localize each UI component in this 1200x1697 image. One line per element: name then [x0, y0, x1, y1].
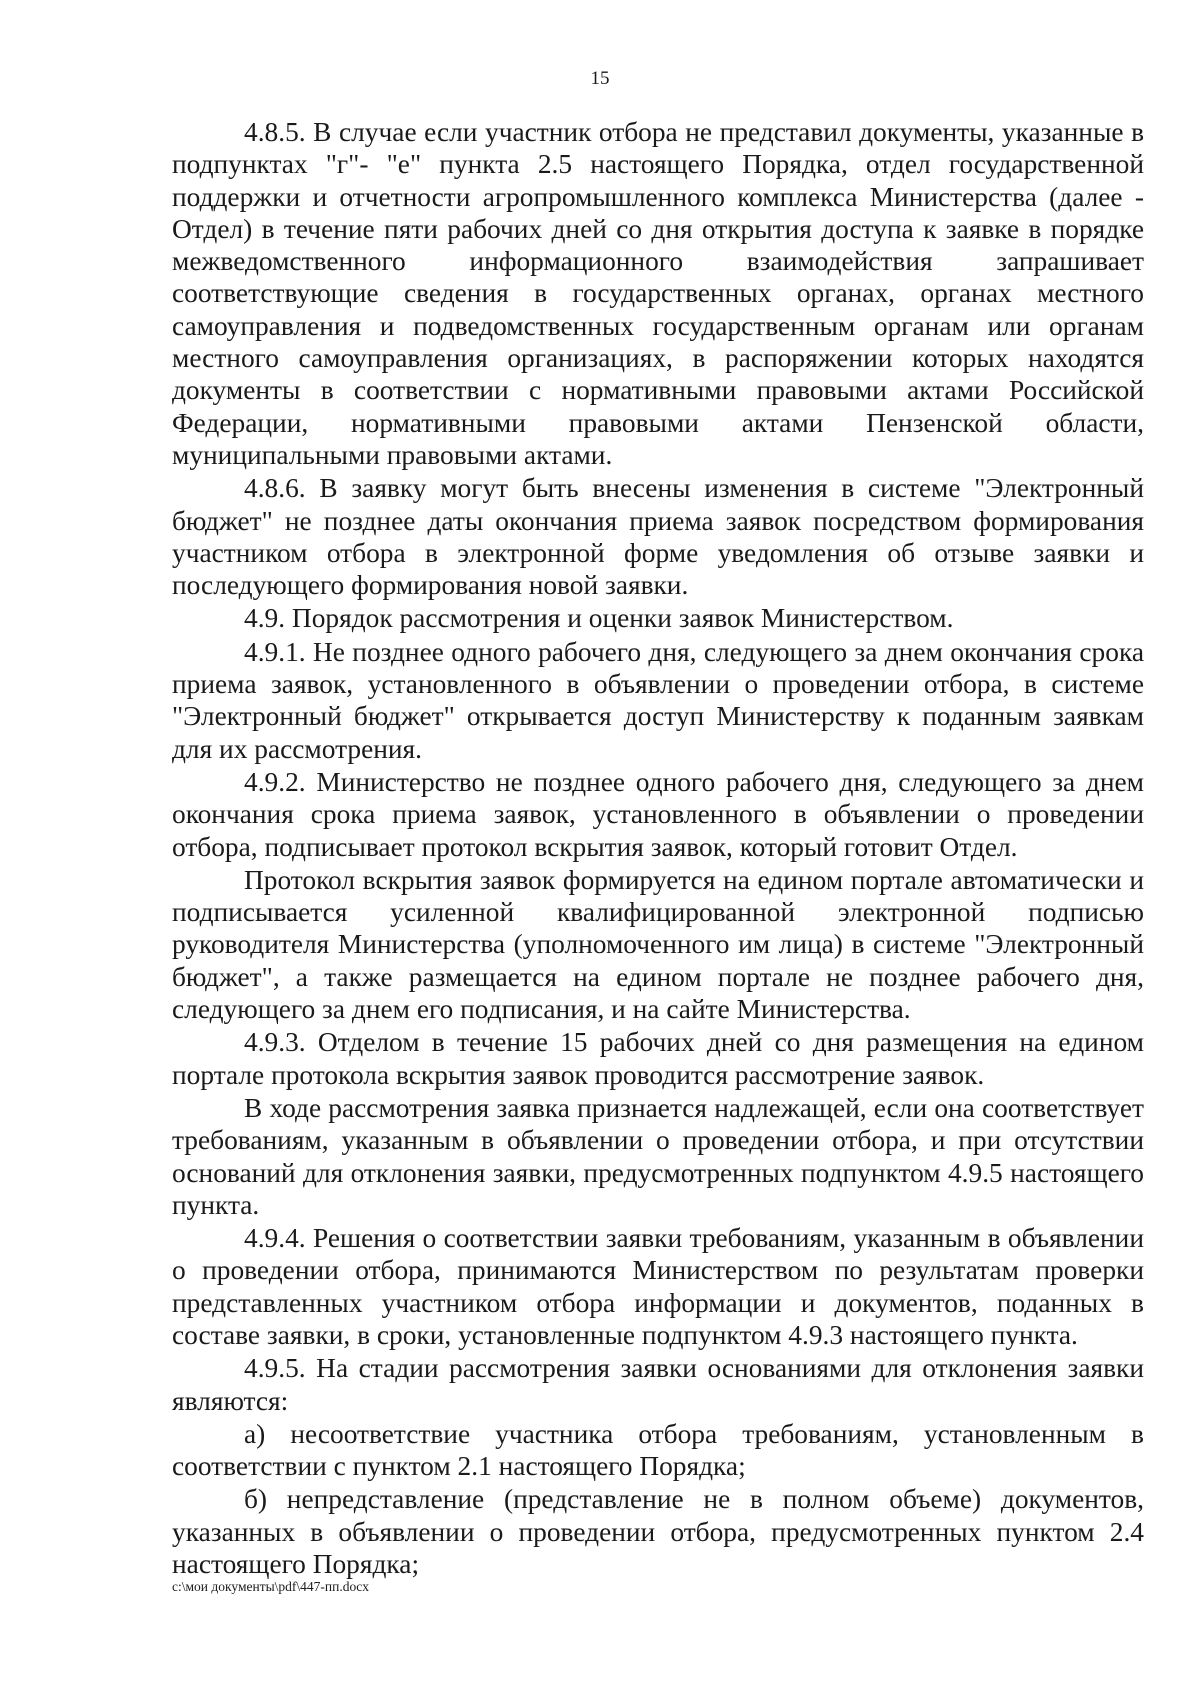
paragraph-review: В ходе рассмотрения заявка признается надлежащей, если она соответствует требованиям, указанным в объявлении о проведении отбора, и при отсутствии оснований для отклонения заявки, предусмотренных подпунктом 4.9.5 настоящего пункта.: [172, 1092, 1144, 1220]
paragraph-protocol: Протокол вскрытия заявок формируется на едином портале автоматически и подписывается усиленной квалифицированной электронной подписью руководителя Министерства (уполномоченного им лица) в системе "Электронный бюджет", а также размещается на едином портале не позднее рабочего дня, следующего за днем его подписания, и на сайте Министерства.: [172, 864, 1144, 1025]
paragraph-4-8-6: 4.8.6. В заявку могут быть внесены изменения в системе "Электронный бюджет" не позднее даты окончания приема заявок посредством формирования участником отбора в электронной форме уведомления об отзыве заявки и последующего формирования новой заявки.: [172, 473, 1144, 601]
footer-file-path: c:\мои документы\pdf\447-пп.docx: [172, 1579, 369, 1594]
document-body: [172, 116, 1144, 1580]
paragraph-4-9-5: 4.9.5. На стадии рассмотрения заявки основаниями для отклонения заявки являются:: [172, 1353, 1144, 1416]
paragraph-4-9-4: 4.9.4. Решения о соответствии заявки требованиям, указанным в объявлении о проведении отбора, принимаются Министерством по результатам проверки представленных участником отбора информации и документов, поданных в составе заявки, в сроки, установленные подпунктом 4.9.3 настоящего пункта.: [172, 1223, 1144, 1350]
paragraph-4-8-5: 4.8.5. В случае если участник отбора не представил документы, указанные в подпунктах "г"- "е" пункта 2.5 настоящего Порядка, отдел государственной поддержки и отчетности агропромышленного комплекса Министерства (далее - Отдел) в течение пяти рабочих дней со дня открытия доступа к заявке в порядке межведомственного информационного взаимодействия запрашивает соответствующие сведения в государственных органах, органах местного самоуправления и подведомственных государственным органам или органам местного самоуправления организациях, в распоряжении которых находятся документы в соответствии с нормативными правовыми актами Российской Федерации, нормативными правовыми актами Пензенской области, муниципальными правовыми актами.: [172, 117, 1144, 470]
paragraph-4-9-heading: 4.9. Порядок рассмотрения и оценки заявок Министерством.: [244, 603, 954, 634]
paragraph-4-9-3: 4.9.3. Отделом в течение 15 рабочих дней со дня размещения на едином портале протокола вскрытия заявок проводится рассмотрение заявок.: [172, 1027, 1144, 1090]
paragraph-4-9-2: 4.9.2. Министерство не позднее одного рабочего дня, следующего за днем окончания срока приема заявок, установленного в объявлении о проведении отбора, подписывает протокол вскрытия заявок, который готовит Отдел.: [172, 766, 1144, 862]
list-item-a: а) несоответствие участника отбора требованиям, установленным в соответствии с пунктом 2.1 настоящего Порядка;: [172, 1418, 1144, 1482]
list-item-b: б) непредставление (представление не в полном объеме) документов, указанных в объявлении о проведении отбора, предусмотренных пунктом 2.4 настоящего Порядка;: [172, 1484, 1144, 1580]
paragraph-4-9-1: 4.9.1. Не позднее одного рабочего дня, следующего за днем окончания срока приема заявок, установленного в объявлении о проведении отбора, в системе "Электронный бюджет" открывается доступ Министерству к поданным заявкам для их рассмотрения.: [172, 636, 1144, 764]
page-number: 15: [590, 68, 610, 89]
